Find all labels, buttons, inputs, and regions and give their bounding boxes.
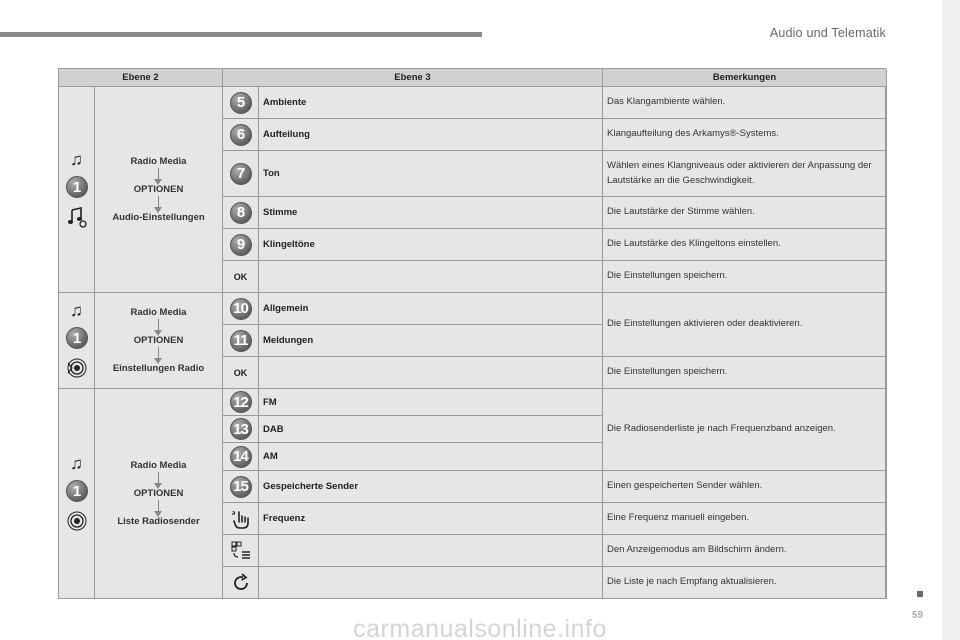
path-step: Radio Media	[130, 307, 187, 318]
hand-touch-icon	[230, 508, 252, 530]
row-number	[223, 389, 259, 416]
menu-badge: 1	[66, 480, 88, 502]
path-step: Radio Media	[130, 156, 187, 167]
row-label: DAB	[259, 416, 603, 443]
row-remark: Klangaufteilung des Arkamys®-Systems.	[603, 119, 887, 151]
step-badge: 13	[230, 418, 252, 440]
group-station-list-icons	[59, 389, 95, 599]
page-edge-strip	[942, 0, 960, 640]
path-arrow	[158, 472, 159, 484]
row-number	[223, 87, 259, 119]
row-number	[223, 443, 259, 471]
section-title: Audio und Telematik	[769, 26, 886, 40]
row-label	[259, 567, 603, 599]
row-remark: Die Lautstärke des Klingeltons einstellen.	[603, 229, 887, 261]
ok-label: OK	[233, 367, 248, 378]
step-badge: 12	[230, 391, 252, 413]
path-step: Einstellungen Radio	[112, 363, 205, 374]
row-remark: Das Klangambiente wählen.	[603, 87, 887, 119]
step-badge: 14	[230, 446, 252, 468]
group-radio-settings-icons	[59, 293, 95, 389]
page-marker	[917, 591, 923, 597]
row-label: FM	[259, 389, 603, 416]
row-label: Ton	[259, 151, 603, 197]
music-note-icon: ♫	[70, 454, 83, 473]
row-remark: Die Lautstärke der Stimme wählen.	[603, 197, 887, 229]
row-number	[223, 357, 259, 389]
row-remark: Den Anzeigemodus am Bildschirm ändern.	[603, 535, 887, 567]
row-remark: Einen gespeicherten Sender wählen.	[603, 471, 887, 503]
row-remark: Eine Frequenz manuell eingeben.	[603, 503, 887, 535]
display-mode-icon	[230, 540, 252, 562]
path-step: OPTIONEN	[133, 488, 184, 499]
row-remark: Die Radiosenderliste je nach Frequenzband anzeigen.	[603, 389, 887, 471]
row-remark: Die Einstellungen aktivieren oder deaktivieren.	[603, 293, 887, 357]
path-step: Liste Radiosender	[117, 516, 200, 527]
header-remarks: Bemerkungen	[603, 69, 887, 87]
row-label: Stimme	[259, 197, 603, 229]
path-step: OPTIONEN	[133, 335, 184, 346]
menu-badge: 1	[66, 176, 88, 198]
music-settings-icon	[66, 206, 88, 228]
ok-label: OK	[233, 271, 248, 282]
row-label	[259, 261, 603, 293]
row-remark: Die Liste je nach Empfang aktualisieren.	[603, 567, 887, 599]
row-label: Meldungen	[259, 325, 603, 357]
group-station-list-path	[95, 389, 223, 599]
header-rule	[0, 32, 482, 37]
row-number	[223, 229, 259, 261]
step-badge: 15	[230, 476, 252, 498]
row-label: Klingeltöne	[259, 229, 603, 261]
row-remark: Wählen eines Klangniveaus oder aktivieren der Anpassung der Lautstärke an die Geschwindigkeit.	[603, 151, 887, 197]
row-label: Ambiente	[259, 87, 603, 119]
row-remark: Die Einstellungen speichern.	[603, 261, 887, 293]
row-label: AM	[259, 443, 603, 471]
menu-badge: 1	[66, 327, 88, 349]
radio-icon	[66, 510, 88, 532]
page-number: 59	[912, 610, 924, 621]
row-number	[223, 293, 259, 325]
step-badge: 7	[230, 163, 252, 185]
group-audio-menu-icons	[59, 87, 95, 293]
step-badge: 10	[230, 298, 252, 320]
row-number	[223, 416, 259, 443]
settings-table	[58, 68, 886, 599]
path-step: Audio-Einstellungen	[112, 212, 205, 223]
row-label: Gespeicherte Sender	[259, 471, 603, 503]
row-remark: Die Einstellungen speichern.	[603, 357, 887, 389]
path-arrow	[158, 196, 159, 208]
path-arrow	[158, 500, 159, 512]
row-label: Aufteilung	[259, 119, 603, 151]
row-number	[223, 325, 259, 357]
row-label: Allgemein	[259, 293, 603, 325]
group-audio-path	[95, 87, 223, 293]
row-label	[259, 535, 603, 567]
header-level3: Ebene 3	[223, 69, 603, 87]
row-label: Frequenz	[259, 503, 603, 535]
step-badge: 6	[230, 124, 252, 146]
row-number	[223, 471, 259, 503]
path-arrow	[158, 168, 159, 180]
row-number	[223, 535, 259, 567]
row-number	[223, 151, 259, 197]
row-number	[223, 567, 259, 599]
row-number	[223, 261, 259, 293]
group-radio-settings-path	[95, 293, 223, 389]
path-arrow	[158, 319, 159, 331]
step-badge: 9	[230, 234, 252, 256]
path-step: Radio Media	[130, 460, 187, 471]
watermark: carmanualsonline.info	[353, 615, 607, 640]
path-step: OPTIONEN	[133, 184, 184, 195]
music-note-icon: ♫	[70, 301, 83, 320]
step-badge: 5	[230, 92, 252, 114]
row-number	[223, 119, 259, 151]
step-badge: 8	[230, 202, 252, 224]
path-arrow	[158, 347, 159, 359]
row-number	[223, 503, 259, 535]
refresh-icon	[230, 572, 252, 594]
radio-settings-icon	[66, 357, 88, 379]
row-number	[223, 197, 259, 229]
step-badge: 11	[230, 330, 252, 352]
music-note-icon: ♫	[70, 150, 83, 169]
header-level2: Ebene 2	[59, 69, 223, 87]
row-label	[259, 357, 603, 389]
